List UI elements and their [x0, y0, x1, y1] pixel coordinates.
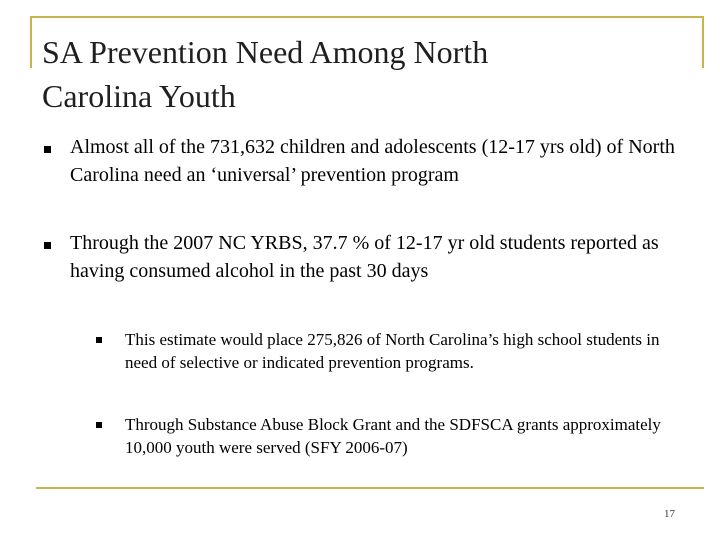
- sub-bullet-text: Through Substance Abuse Block Grant and the SDFSCA grants approximately 10,000 youth were served (SFY 2006-07): [125, 415, 661, 457]
- top-rule: [30, 16, 704, 18]
- sub-bullet-text: This estimate would place 275,826 of North Carolina’s high school students in need of selective or indicated prevention programs.: [125, 330, 660, 372]
- sub-bullet-square-icon: [96, 337, 102, 343]
- slide-title: SA Prevention Need Among North Carolina Youth: [42, 34, 489, 114]
- bottom-rule: [36, 487, 704, 489]
- bullet-text: Almost all of the 731,632 children and adolescents (12-17 yrs old) of North Carolina need an ‘universal’ prevention program: [70, 136, 675, 186]
- bullet-square-icon: [44, 146, 51, 153]
- right-rule: [702, 16, 704, 68]
- bullet-text: Through the 2007 NC YRBS, 37.7 % of 12-17 yr old students reported as having consumed alcohol in the past 30 days: [70, 232, 659, 282]
- left-rule: [30, 16, 32, 68]
- sub-bullet-square-icon: [96, 422, 102, 428]
- bullet-square-icon: [44, 242, 51, 249]
- page-number: 17: [664, 508, 675, 520]
